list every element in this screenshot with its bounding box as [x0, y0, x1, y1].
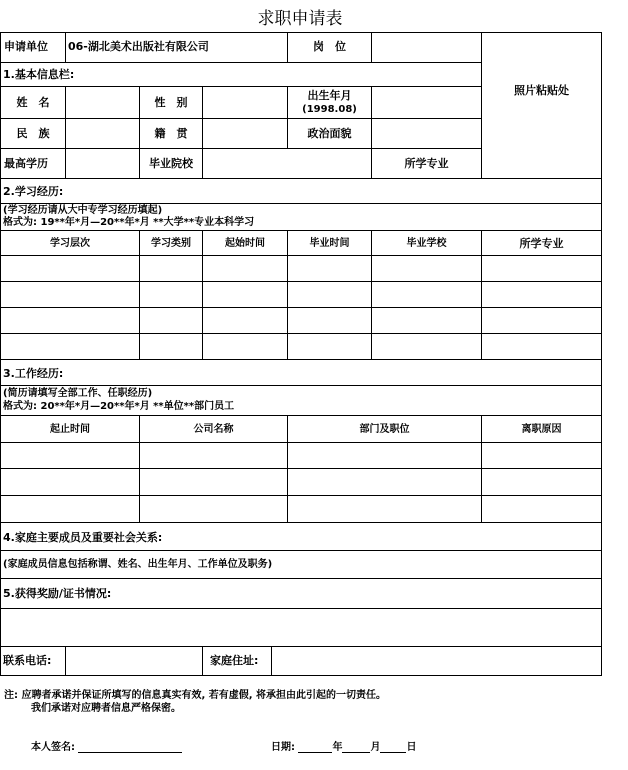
- address-label: 家庭住址:: [210, 654, 259, 667]
- edu-col-major: 所学专业: [519, 237, 564, 250]
- date-label: 日期:: [271, 742, 295, 753]
- birth-label: 出生年月: [307, 89, 352, 102]
- address-field[interactable]: [272, 647, 601, 675]
- unit-label: 申请单位: [4, 40, 48, 53]
- photo-placeholder[interactable]: 照片粘贴处: [514, 84, 569, 97]
- major-field[interactable]: [482, 149, 601, 178]
- family-note: (家庭成员信息包括称谓、姓名、出生年月、工作单位及职务): [3, 559, 273, 570]
- work-note: (简历请填写全部工作、任职经历): [3, 388, 153, 399]
- education-section-label: 2.学习经历:: [3, 185, 64, 198]
- work-col-department: 部门及职位: [359, 424, 410, 435]
- edu-col-graduation: 毕业时间: [309, 238, 350, 249]
- edu-col-school: 毕业学校: [406, 238, 447, 249]
- position-label: 岗 位: [313, 40, 346, 53]
- school-field[interactable]: [203, 149, 371, 178]
- name-label: 姓 名: [16, 96, 50, 109]
- work-section-label: 3.工作经历:: [3, 367, 64, 380]
- work-format: 格式为: 20**年*月—20**年*月 **单位**部门员工: [3, 401, 235, 412]
- phone-field[interactable]: [66, 647, 202, 675]
- education-format: 格式为: 19**年*月—20**年*月 **大学**专业本科学习: [3, 217, 255, 228]
- degree-field[interactable]: [66, 149, 139, 178]
- edu-col-start: 起始时间: [225, 238, 265, 249]
- footer-note-line1: 注: 应聘者承诺并保证所填写的信息真实有效, 若有虚假, 将承担由此引起的一切责任。: [4, 690, 387, 701]
- signature-field[interactable]: [78, 742, 182, 753]
- date-day-label: 日: [406, 742, 417, 753]
- signature-label: 本人签名:: [31, 742, 75, 753]
- politics-label: 政治面貌: [307, 127, 352, 140]
- phone-label: 联系电话:: [3, 654, 52, 667]
- date-month-label: 月: [370, 742, 381, 753]
- education-row[interactable]: [1, 256, 601, 281]
- origin-field[interactable]: [203, 119, 287, 148]
- education-note: (学习经历请从大中专学习经历填起): [3, 205, 163, 216]
- origin-label: 籍 贯: [154, 127, 188, 140]
- work-row[interactable]: [1, 443, 601, 468]
- edu-col-category: 学习类别: [151, 238, 191, 249]
- work-row[interactable]: [1, 496, 601, 522]
- work-col-company: 公司名称: [193, 424, 234, 435]
- gender-field[interactable]: [203, 87, 287, 118]
- date-row: [271, 738, 416, 753]
- education-row[interactable]: [1, 334, 601, 359]
- school-label: 毕业院校: [149, 157, 193, 170]
- degree-label: 最高学历: [4, 157, 48, 170]
- work-col-reason: 离职原因: [521, 424, 562, 435]
- date-year-label: 年: [332, 742, 343, 753]
- work-row[interactable]: [1, 469, 601, 495]
- ethnicity-label: 民 族: [16, 127, 50, 140]
- edu-col-level: 学习层次: [50, 238, 90, 249]
- birth-field[interactable]: [372, 87, 481, 118]
- major-label: 所学专业: [404, 157, 449, 170]
- politics-field[interactable]: [372, 119, 481, 148]
- awards-field[interactable]: [1, 609, 601, 646]
- education-row[interactable]: [1, 282, 601, 307]
- basic-info-section-label: 1.基本信息栏:: [3, 68, 75, 81]
- awards-section-label: 5.获得奖励/证书情况:: [3, 587, 112, 600]
- date-day-field[interactable]: [380, 742, 406, 753]
- education-row[interactable]: [1, 308, 601, 333]
- gender-label: 性 别: [154, 96, 188, 109]
- date-month-field[interactable]: [342, 742, 370, 753]
- work-col-period: 起止时间: [50, 424, 90, 435]
- date-year-field[interactable]: [298, 742, 332, 753]
- footer-note-line2: 我们承诺对应聘者信息严格保密。: [31, 703, 181, 714]
- ethnicity-field[interactable]: [66, 119, 139, 148]
- unit-value[interactable]: 06-湖北美术出版社有限公司: [68, 40, 209, 53]
- position-field[interactable]: [372, 33, 481, 62]
- family-section-label: 4.家庭主要成员及重要社会关系:: [3, 531, 163, 544]
- name-field[interactable]: [66, 87, 139, 118]
- signature-row: [31, 738, 182, 753]
- birth-hint: (1998.08): [302, 104, 357, 115]
- form-title: 求职申请表: [257, 9, 343, 29]
